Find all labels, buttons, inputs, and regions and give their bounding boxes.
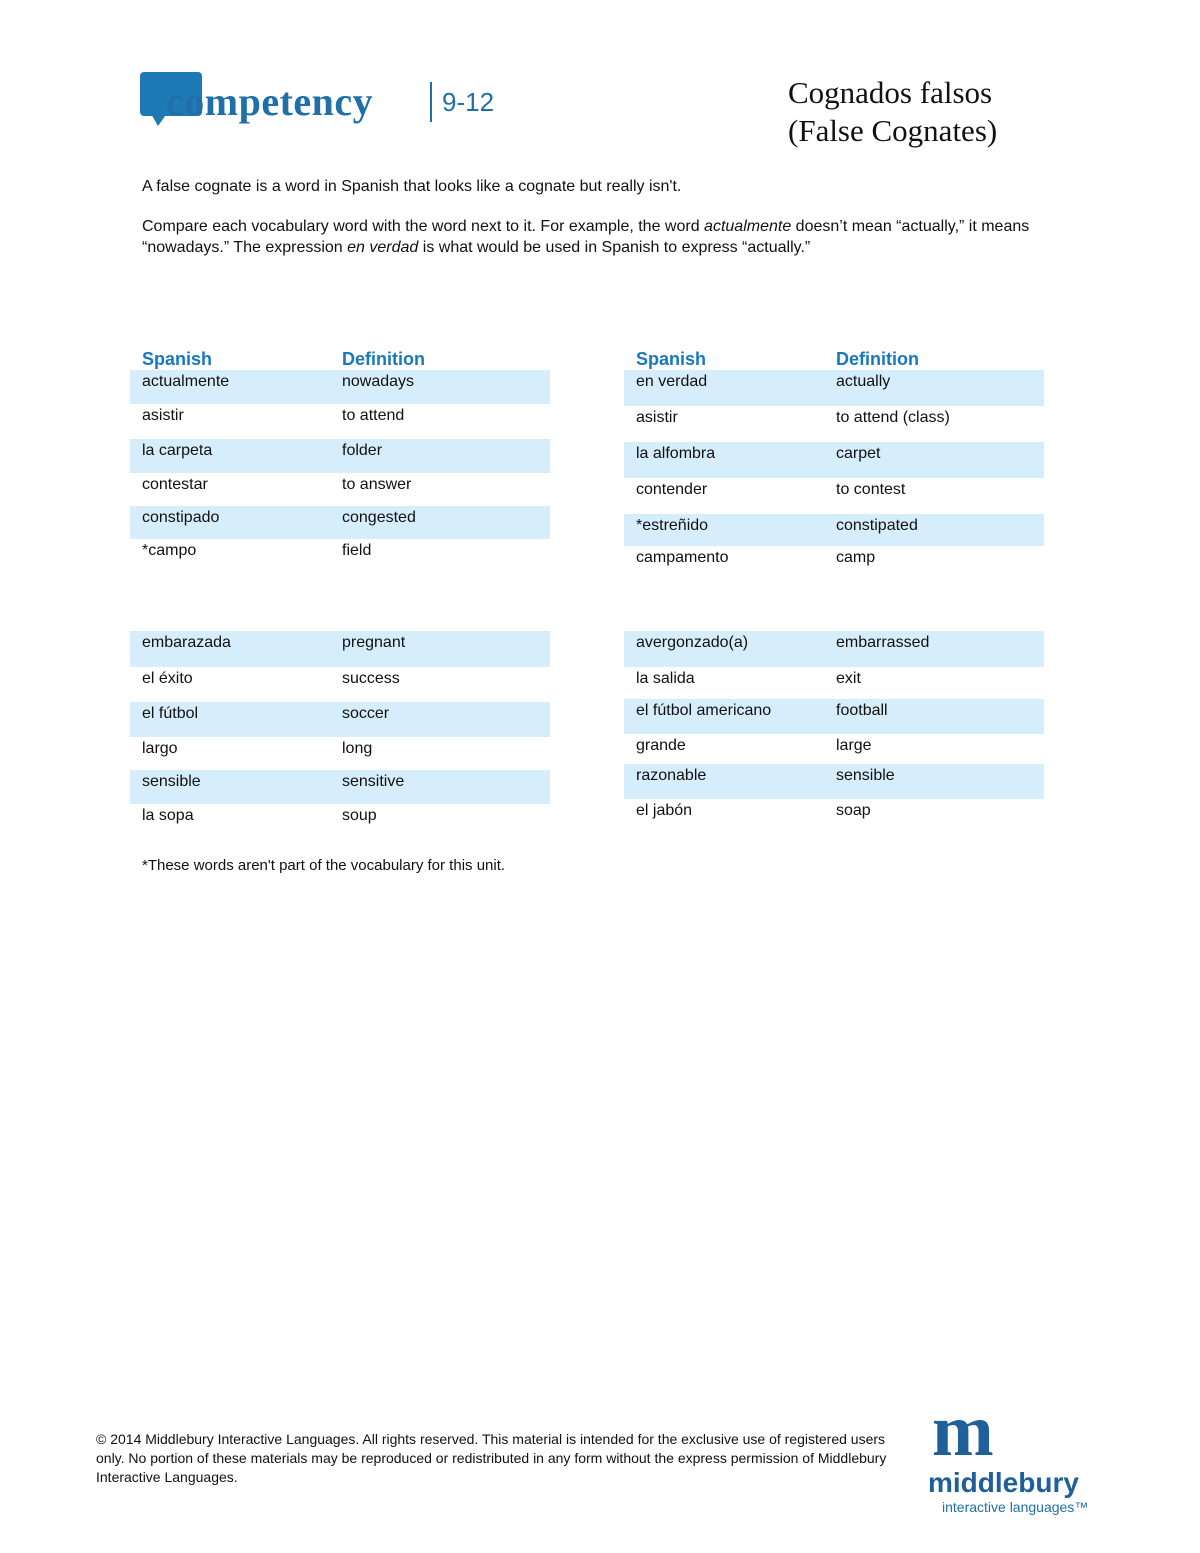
english-definition: sensitive <box>342 773 405 790</box>
table-row <box>624 764 1044 799</box>
page-title <box>788 74 1118 150</box>
spanish-word: razonable <box>636 767 707 784</box>
table-row <box>130 439 550 473</box>
spanish-word: largo <box>142 740 178 757</box>
table-row <box>130 404 550 439</box>
english-definition: large <box>836 737 872 754</box>
table-row <box>130 506 550 539</box>
english-definition: embarrassed <box>836 634 930 651</box>
spanish-word: actualmente <box>142 373 230 390</box>
spanish-word: asistir <box>142 407 184 424</box>
spanish-word: *estreñido <box>636 517 709 534</box>
column-header-definition: Definition <box>342 349 425 369</box>
middlebury-logo <box>928 1390 1128 1520</box>
table-row <box>624 514 1044 546</box>
english-definition: soap <box>836 802 871 819</box>
middlebury-wordmark: middlebury <box>928 1467 1079 1498</box>
intro-p2-part-b: doesn’t mean “actually,” it means “nowadays.” The expression <box>142 218 1030 256</box>
spanish-word: *campo <box>142 542 197 559</box>
column-header-spanish: Spanish <box>142 349 213 369</box>
spanish-word: el éxito <box>142 670 193 687</box>
title-english: (False Cognates) <box>788 113 998 148</box>
table-row <box>624 370 1044 406</box>
spanish-word: embarazada <box>142 634 231 651</box>
spanish-word: contender <box>636 481 708 498</box>
english-definition: camp <box>836 549 876 566</box>
copyright-notice: © 2014 Middlebury Interactive Languages. All rights reserved. This material is intended for the exclusive use of registered users only. No portion of these materials may be reproduced or redistributed in any form without the express permission of Middlebury Interactive Languages. <box>96 1431 887 1485</box>
spanish-word: constipado <box>142 509 220 526</box>
english-definition: exit <box>836 670 861 687</box>
english-definition: carpet <box>836 445 881 462</box>
intro-term-en-verdad: en verdad <box>347 239 419 256</box>
english-definition: success <box>342 670 400 687</box>
title-spanish: Cognados falsos <box>788 75 993 110</box>
table-row <box>130 804 550 836</box>
english-definition: soup <box>342 807 377 824</box>
intro-paragraph-2 <box>142 216 1072 258</box>
spanish-word: grande <box>636 737 686 754</box>
english-definition: pregnant <box>342 634 406 651</box>
vocab-table-bottom-left <box>130 631 550 836</box>
table-row <box>130 667 550 702</box>
spanish-word: campamento <box>636 549 729 566</box>
intro-p2-part-c: is what would be used in Spanish to express “actually.” <box>418 239 811 256</box>
english-definition: to contest <box>836 481 906 498</box>
english-definition: congested <box>342 509 416 526</box>
middlebury-tagline: interactive languages™ <box>942 1499 1089 1515</box>
table-row <box>624 699 1044 734</box>
english-definition: actually <box>836 373 891 390</box>
english-definition: soccer <box>342 705 390 722</box>
table-row <box>130 631 550 667</box>
english-definition: folder <box>342 442 383 459</box>
table-row <box>624 546 1044 574</box>
column-header-definition: Definition <box>836 349 919 369</box>
middlebury-m-mark: m <box>932 1390 990 1472</box>
spanish-word: el fútbol americano <box>636 702 772 719</box>
table-row <box>624 442 1044 478</box>
column-header-spanish: Spanish <box>636 349 707 369</box>
table-row <box>624 734 1044 764</box>
english-definition: field <box>342 542 372 559</box>
table-row <box>624 799 1044 829</box>
spanish-word: contestar <box>142 476 208 493</box>
spanish-word: avergonzado(a) <box>636 634 749 651</box>
spanish-word: en verdad <box>636 373 708 390</box>
table-row <box>130 539 550 571</box>
english-definition: to attend <box>342 407 405 424</box>
spanish-word: el jabón <box>636 802 693 819</box>
spanish-word: la salida <box>636 670 695 687</box>
table-row <box>624 667 1044 699</box>
spanish-word: la carpeta <box>142 442 213 459</box>
logo-grade-level: 9-12 <box>430 82 494 122</box>
table-row <box>624 631 1044 667</box>
table-header <box>624 346 1044 370</box>
english-definition: to attend (class) <box>836 409 950 426</box>
table-row <box>130 473 550 506</box>
table-row <box>624 406 1044 442</box>
spanish-word: asistir <box>636 409 678 426</box>
intro-paragraph-1: A false cognate is a word in Spanish that looks like a cognate but really isn't. <box>142 178 682 195</box>
intro-term-actualmente: actualmente <box>704 218 792 235</box>
english-definition: nowadays <box>342 373 415 390</box>
table-row <box>130 770 550 804</box>
english-definition: long <box>342 740 373 757</box>
table-header <box>130 346 550 370</box>
vocab-table-bottom-right <box>624 631 1044 829</box>
competency-logo <box>140 72 500 132</box>
english-definition: constipated <box>836 517 918 534</box>
logo-wordmark: competency <box>166 79 374 124</box>
english-definition: sensible <box>836 767 895 784</box>
spanish-word: la alfombra <box>636 445 716 462</box>
table-row <box>130 370 550 404</box>
table-row <box>130 702 550 737</box>
intro-p2-part-a: Compare each vocabulary word with the word next to it. For example, the word <box>142 218 705 235</box>
spanish-word: el fútbol <box>142 705 199 722</box>
table-row <box>624 478 1044 514</box>
intro-text <box>142 176 1072 258</box>
vocab-table-top-left <box>130 346 550 571</box>
spanish-word: la sopa <box>142 807 194 824</box>
table-row <box>130 737 550 770</box>
footnote: *These words aren't part of the vocabulary for this unit. <box>142 857 506 874</box>
spanish-word: sensible <box>142 773 201 790</box>
english-definition: football <box>836 702 888 719</box>
english-definition: to answer <box>342 476 412 493</box>
vocab-table-top-right <box>624 346 1044 574</box>
